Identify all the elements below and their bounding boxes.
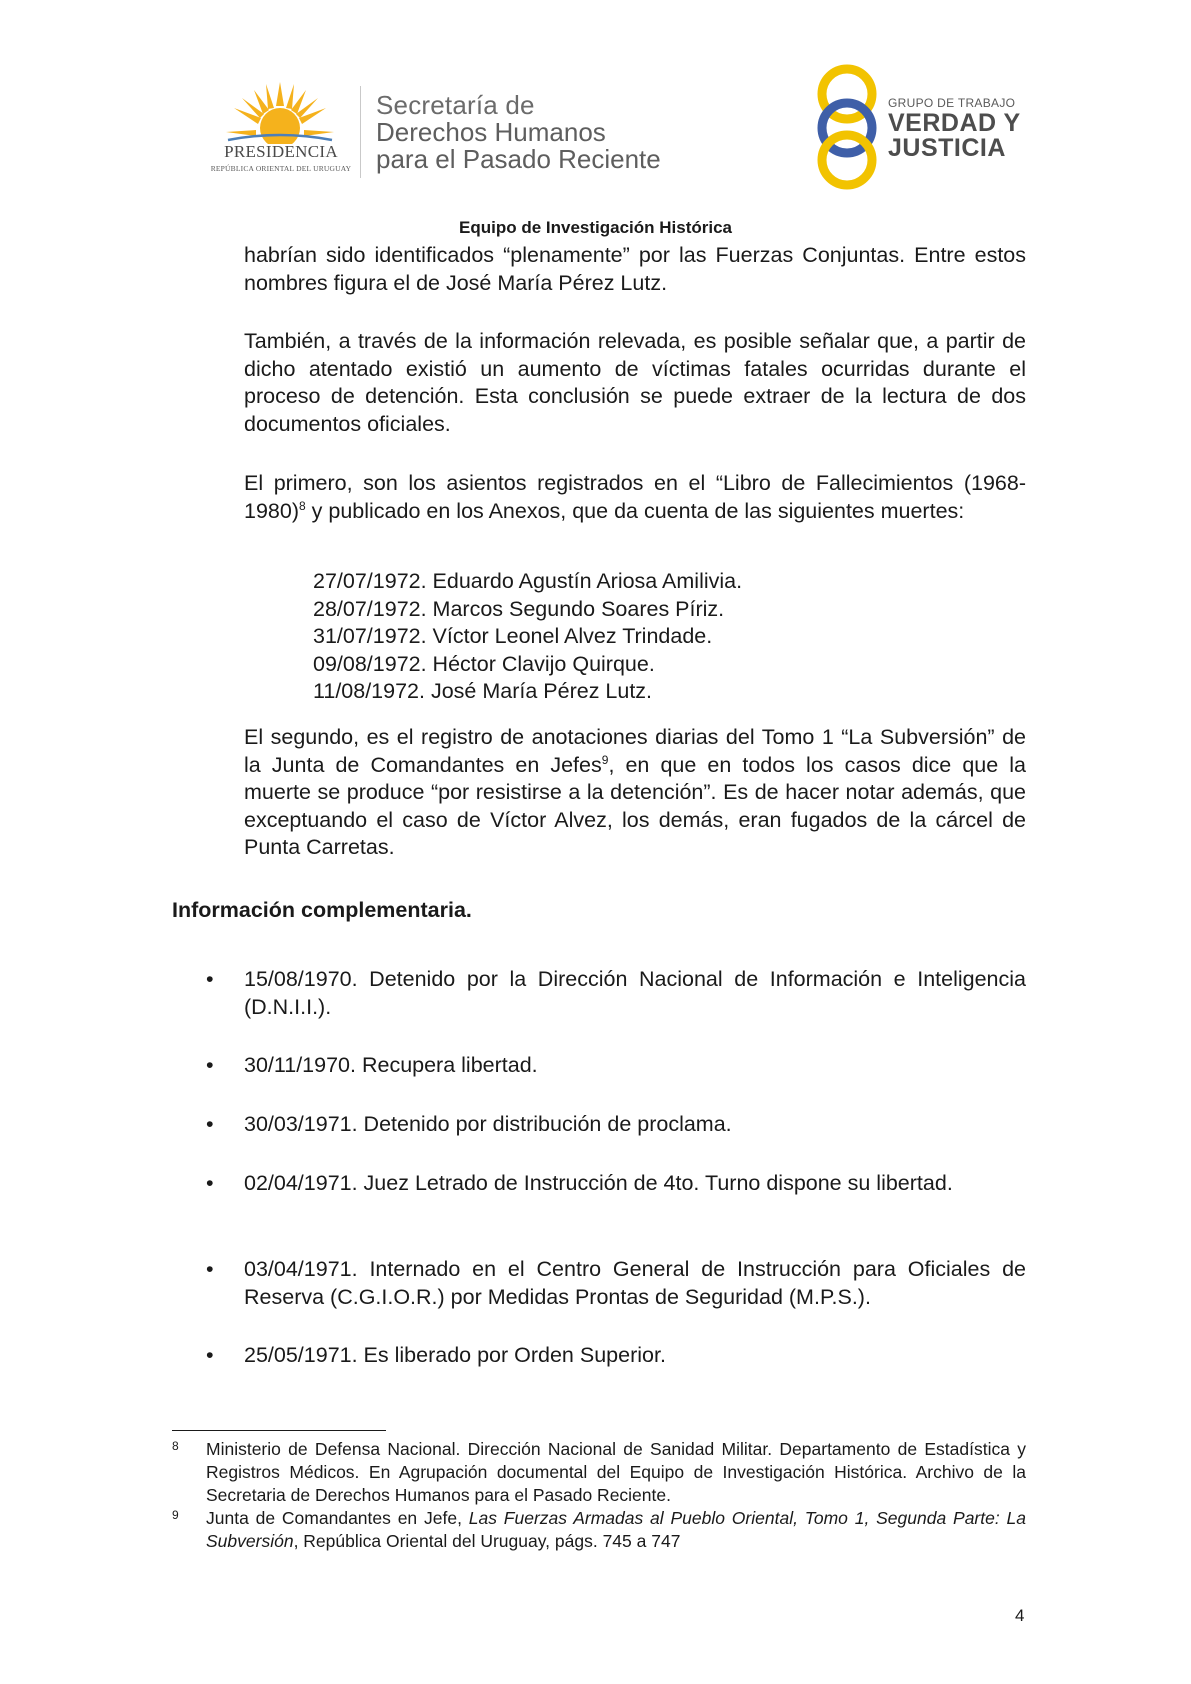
paragraph-3-text-a: El primero, son los asientos registrados en el “Libro de Fallecimientos (1968-1980) <box>244 471 1026 523</box>
footnote-text-a: Junta de Comandantes en Jefe, <box>206 1508 469 1528</box>
presidencia-name: PRESIDENCIA <box>224 142 338 161</box>
paragraph-1-text: habrían sido identificados “plenamente” por las Fuerzas Conjuntas. Entre estos nombres figura el de José María Pérez Lutz. <box>244 243 1026 295</box>
verdad-justicia-logo <box>810 62 1040 192</box>
paragraph-1 <box>244 242 1026 297</box>
footnote-text <box>206 1507 1026 1553</box>
bullet-icon: • <box>206 1171 214 1195</box>
rings-icon <box>810 62 884 192</box>
justicia-label: JUSTICIA <box>888 134 1006 162</box>
verdad-label: VERDAD Y <box>888 109 1021 137</box>
section-heading: Información complementaria. <box>172 898 472 922</box>
paragraph-4-text-a: El segundo, es el registro de anotaciones diarias del Tomo 1 “La Subversión” de la Junta de Comandantes en Jefes <box>244 725 1026 777</box>
secretaria-line-1: Secretaría de <box>376 90 535 120</box>
list-item-text: 25/05/1971. Es liberado por Orden Superior. <box>244 1343 666 1367</box>
grupo-trabajo-label: GRUPO DE TRABAJO <box>888 96 1016 110</box>
footnote-ref-9: 9 <box>601 752 609 767</box>
secretaria-line-2: Derechos Humanos <box>376 117 606 147</box>
list-item-text: 30/11/1970. Recupera libertad. <box>244 1053 538 1077</box>
bullet-icon: • <box>206 1112 214 1136</box>
paragraph-3-text-b: y publicado en los Anexos, que da cuenta de las siguientes muertes: <box>305 498 965 523</box>
footnote-title-italic: Las Fuerzas Armadas al Pueblo Oriental, Tomo 1, Segunda Parte: La Subversión <box>206 1508 1027 1551</box>
presidencia-logo <box>196 80 366 180</box>
bullet-icon: • <box>206 967 214 991</box>
paragraph-2 <box>244 328 1026 438</box>
list-item-text: 15/08/1970. Detenido por la Dirección Nacional de Información e Inteligencia (D.N.I.I.). <box>244 967 1026 1019</box>
list-item-text: 30/03/1971. Detenido por distribución de proclama. <box>244 1112 732 1136</box>
paragraph-3 <box>244 470 1026 525</box>
header-divider <box>360 86 361 178</box>
paragraph-4-text-b: , en que en todos los casos dice que la muerte se produce “por resistirse a la detención”. Es de hacer notar además, que exceptuando el caso de Víctor Alvez, los demás, eran fugados de la cárcel de Punta Carretas. <box>244 752 1026 860</box>
death-entry: 11/08/1972. José María Pérez Lutz. <box>313 679 653 704</box>
footnote-text: Ministerio de Defensa Nacional. Dirección Nacional de Sanidad Militar. Departamento de Estadística y Registros Médicos. En Agrupación documental del Equipo de Investigación Histórica. Archivo de la Secretaria de Derechos Humanos para el Pasado Reciente. <box>206 1439 1026 1505</box>
bullet-icon: • <box>206 1053 214 1077</box>
paragraph-2-text: También, a través de la información relevada, es posible señalar que, a partir de dicho atentado existió un aumento de víctimas fatales ocurridas durante el proceso de detención. Esta conclusión se puede extraer de la lectura de dos documentos oficiales. <box>244 329 1026 436</box>
secretaria-logo-text <box>376 92 661 173</box>
footnote-number: 9 <box>172 1508 179 1522</box>
death-entry: 09/08/1972. Héctor Clavijo Quirque. <box>313 651 655 676</box>
footnote-ref-8: 8 <box>299 498 306 513</box>
list-item-text: 03/04/1971. Internado en el Centro General de Instrucción para Oficiales de Reserva (C.G.I.O.R.) por Medidas Prontas de Seguridad (M.P.S.). <box>244 1257 1026 1309</box>
death-entry: 28/07/1972. Marcos Segundo Soares Píriz. <box>313 596 725 621</box>
footnote-text-b: , República Oriental del Uruguay, págs. 745 a 747 <box>293 1531 681 1551</box>
sun-icon <box>224 80 336 144</box>
paragraph-4 <box>244 724 1026 862</box>
deaths-list <box>313 568 742 706</box>
team-title: Equipo de Investigación Histórica <box>459 218 732 237</box>
page-number: 4 <box>1015 1606 1025 1625</box>
list-item-text: 02/04/1971. Juez Letrado de Instrucción de 4to. Turno dispone su libertad. <box>244 1171 953 1195</box>
presidencia-subtitle: REPÚBLICA ORIENTAL DEL URUGUAY <box>210 164 352 173</box>
secretaria-line-3: para el Pasado Reciente <box>376 144 661 174</box>
death-entry: 31/07/1972. Víctor Leonel Alvez Trindade. <box>313 624 713 649</box>
bullet-icon: • <box>206 1257 214 1281</box>
footnote-number: 8 <box>172 1439 179 1453</box>
bullet-icon: • <box>206 1343 214 1367</box>
footnote-divider <box>172 1430 386 1431</box>
death-entry: 27/07/1972. Eduardo Agustín Ariosa Amilivia. <box>313 569 743 593</box>
